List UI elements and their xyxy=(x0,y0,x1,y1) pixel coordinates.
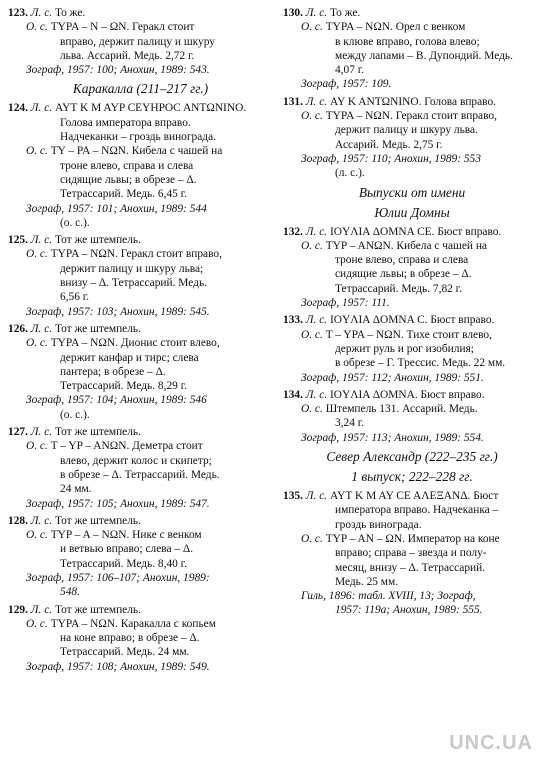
entry-line xyxy=(283,503,541,517)
description-text: (о. с.). xyxy=(60,408,90,421)
description-text: IOYΛIA ΔOMNA CE. Бюст вправо. xyxy=(329,225,502,238)
entry-line xyxy=(8,542,273,556)
entry-line xyxy=(283,253,541,267)
entry-line xyxy=(283,152,541,166)
reverse-label: О. с. xyxy=(301,532,323,545)
description-text: TY – PA – NΩN. Кибела с чашей на xyxy=(50,145,223,158)
description-text: T – YP – ANΩN. Деметра стоит xyxy=(50,440,203,453)
entry-line xyxy=(8,631,273,645)
reference-text: Зограф, 1957: 101; Анохин, 1989: 544 xyxy=(26,202,207,215)
entry-line xyxy=(8,20,273,34)
reference-text: Зограф, 1957: 100; Анохин, 1989: 543. xyxy=(26,64,210,77)
entry-line xyxy=(283,282,541,296)
entry-line xyxy=(283,123,541,137)
description-text: TYPA – NΩN. Орел с венком xyxy=(325,21,466,34)
entry-line xyxy=(8,603,273,617)
description-text: между лапами – В. Дупондий. Медь. xyxy=(335,49,513,62)
entry-line xyxy=(8,497,273,511)
entry-number: 132. xyxy=(283,225,303,238)
description-text: месяц, внизу – Δ. Тетрассарий. xyxy=(335,561,486,574)
entry-line xyxy=(283,35,541,49)
entry-line xyxy=(283,239,541,253)
entry-number: 126. xyxy=(8,322,28,335)
entry-line xyxy=(8,35,273,49)
reference-text: 1957: 119а; Анохин, 1989: 555. xyxy=(335,604,483,617)
entry-line xyxy=(8,276,273,290)
description-text: TYPA – NΩN. Дионис стоит влево, xyxy=(50,337,220,350)
entry-line xyxy=(283,138,541,152)
description-text: льва. Ассарий. Медь. 2,72 г. xyxy=(60,49,195,62)
reverse-label: О. с. xyxy=(26,21,48,34)
entry-line xyxy=(8,216,273,230)
description-text: Голова императора вправо. xyxy=(60,116,191,129)
section-heading: Каракалла (211–217 гг.) xyxy=(72,81,209,97)
entry-line xyxy=(283,356,541,370)
entry-line xyxy=(283,267,541,281)
description-text: 24 мм. xyxy=(60,483,92,496)
description-text: Тетрассарий. Медь. 7,82 г. xyxy=(335,282,462,295)
entry-line xyxy=(283,296,541,310)
description-text: Тот же штемпель. xyxy=(54,603,141,616)
catalog-entry xyxy=(8,6,273,77)
reference-text: Зограф, 1957: 111. xyxy=(301,297,390,310)
entry-line xyxy=(283,388,541,402)
description-text: TYPA – NΩN. Геракл стоит вправо, xyxy=(50,248,222,261)
entry-line xyxy=(8,233,273,247)
description-text: Тетрассарий. Медь. 8,29 г. xyxy=(60,380,187,393)
description-text: пантера; в обрезе – Δ. xyxy=(60,365,166,378)
entry-line xyxy=(8,322,273,336)
entry-line xyxy=(283,63,541,77)
entry-line xyxy=(8,557,273,571)
entry-line xyxy=(283,77,541,91)
entry-line xyxy=(283,603,541,617)
section-heading: Юлии Домны xyxy=(374,204,450,220)
description-text: (л. с.). xyxy=(335,167,365,180)
description-text: держит палицу и шкуру льва; xyxy=(60,262,204,275)
description-text: держит канфар и тирс; слева xyxy=(60,351,199,364)
entry-line xyxy=(8,439,273,453)
entry-line xyxy=(8,379,273,393)
description-text: в обрезе – Г. Трессис. Медь. 22 мм. xyxy=(335,357,506,370)
description-text: троне влево, справа и слева xyxy=(60,159,194,172)
entry-line xyxy=(8,660,273,674)
description-text: внизу – Δ. Тетрассарий. Медь. xyxy=(60,277,207,290)
entry-number: 124. xyxy=(8,102,28,115)
entry-number: 134. xyxy=(283,388,303,401)
reference-text: Гиль, 1896: табл. XVIII, 13; Зограф, xyxy=(301,590,476,603)
entry-line xyxy=(283,371,541,385)
reverse-label: О. с. xyxy=(26,617,48,630)
entry-number: 128. xyxy=(8,514,28,527)
entry-line xyxy=(8,454,273,468)
entry-line xyxy=(283,489,541,503)
description-text: Тот же штемпель. xyxy=(54,514,141,527)
entry-line xyxy=(283,518,541,532)
description-text: держит палицу и шкуру льва. xyxy=(335,124,478,137)
description-text: Медь. 25 мм. xyxy=(335,575,399,588)
description-text: 4,07 г. xyxy=(335,64,365,77)
entry-line xyxy=(8,116,273,130)
entry-line xyxy=(8,49,273,63)
obverse-label: Л. с. xyxy=(30,234,53,247)
reference-text: Зограф, 1957: 105; Анохин, 1989: 547. xyxy=(26,497,210,510)
description-text: То же. xyxy=(329,7,361,19)
description-text: вправо, держит палицу и шкуру xyxy=(60,35,215,48)
entry-line xyxy=(8,571,273,585)
description-text: влево, держит колос и скипетр; xyxy=(60,454,212,467)
left-column xyxy=(8,6,273,677)
description-text: T – YPA – NΩN. Тихе стоит влево, xyxy=(325,328,492,341)
entry-line xyxy=(8,290,273,304)
description-text: Тот же штемпель. xyxy=(54,322,141,335)
reference-text: Зограф, 1957: 112; Анохин, 1989: 551. xyxy=(301,371,484,384)
description-text: TYP – AN – ΩN. Император на коне xyxy=(325,532,500,545)
obverse-label: Л. с. xyxy=(30,102,53,115)
description-text: императора вправо. Надчеканка – xyxy=(335,504,499,517)
catalog-entry xyxy=(283,6,541,92)
reference-text: Зограф, 1957: 106–107; Анохин, 1989: xyxy=(26,571,210,584)
description-text: AYT K M AYP CEYHPOC ANTΩNINO. xyxy=(54,102,247,115)
catalog-entry xyxy=(283,95,541,181)
entry-number: 125. xyxy=(8,234,28,247)
description-text: гроздь винограда. xyxy=(335,518,422,531)
reverse-label: О. с. xyxy=(26,529,48,542)
entry-number: 130. xyxy=(283,7,303,19)
description-text: TYPA – NΩN. Каракалла с копьем xyxy=(50,617,216,630)
description-text: ТYPA – N – ΩN. Геракл стоит xyxy=(50,21,195,34)
description-text: Тот же штемпель. xyxy=(54,426,141,439)
obverse-label: Л. с. xyxy=(305,7,328,19)
catalog-entry xyxy=(8,425,273,511)
entry-line xyxy=(8,262,273,276)
entry-line xyxy=(8,6,273,20)
entry-line xyxy=(8,305,273,319)
entry-line xyxy=(8,187,273,201)
reference-text: Зограф, 1957: 104; Анохин, 1989: 546 xyxy=(26,394,207,407)
entry-line xyxy=(8,645,273,659)
entry-line xyxy=(8,159,273,173)
entry-line xyxy=(8,63,273,77)
entry-line xyxy=(283,49,541,63)
reverse-label: О. с. xyxy=(26,440,48,453)
entry-line xyxy=(8,468,273,482)
entry-number: 123. xyxy=(8,7,28,19)
catalog-entry xyxy=(8,322,273,422)
section-heading: Север Александр (222–235 гг.) xyxy=(326,449,498,465)
entry-line xyxy=(8,393,273,407)
catalog-entry xyxy=(283,225,541,311)
entry-line xyxy=(283,328,541,342)
entry-line xyxy=(8,144,273,158)
reference-text: 548. xyxy=(60,586,80,599)
reverse-label: О. с. xyxy=(301,328,323,341)
right-column xyxy=(283,6,541,621)
description-text: вправо; справа – звезда и полу- xyxy=(335,547,487,560)
description-text: Надчеканки – гроздь винограда. xyxy=(60,131,216,144)
description-text: IOYΛIA ΔOMNA. Бюст вправо. xyxy=(329,388,485,401)
reverse-label: О. с. xyxy=(26,248,48,261)
obverse-label: Л. с. xyxy=(305,95,328,108)
description-text: Ассарий. Медь. 2,75 г. xyxy=(335,138,443,151)
obverse-label: Л. с. xyxy=(305,314,328,327)
description-text: в клюве вправо, голова влево; xyxy=(335,35,480,48)
reverse-label: О. с. xyxy=(26,337,48,350)
entry-line xyxy=(8,482,273,496)
catalog-entry xyxy=(283,489,541,618)
obverse-label: Л. с. xyxy=(30,322,53,335)
description-text: Тетрассарий. Медь. 6,45 г. xyxy=(60,188,187,201)
reference-text: Зограф, 1957: 110; Анохин, 1989: 553 xyxy=(301,152,481,165)
reverse-label: О. с. xyxy=(26,145,48,158)
catalog-entry xyxy=(8,101,273,230)
obverse-label: Л. с. xyxy=(30,514,53,527)
description-text: 6,56 г. xyxy=(60,291,90,304)
catalog-entry xyxy=(8,233,273,319)
description-text: TYPA – NΩN. Геракл стоит вправо, xyxy=(325,110,497,123)
entry-line xyxy=(283,225,541,239)
entry-line xyxy=(8,202,273,216)
entry-line xyxy=(8,514,273,528)
description-text: Тетрассарий. Медь. 8,40 г. xyxy=(60,557,187,570)
watermark: UNC.UA xyxy=(449,732,533,754)
description-text: (о. с.). xyxy=(60,216,90,229)
entry-number: 131. xyxy=(283,95,303,108)
entry-line xyxy=(8,351,273,365)
reverse-label: О. с. xyxy=(301,21,323,34)
obverse-label: Л. с. xyxy=(30,426,53,439)
entry-line xyxy=(283,561,541,575)
description-text: троне влево, справа и слева xyxy=(335,254,469,267)
catalog-entry xyxy=(8,514,273,600)
catalog-entry xyxy=(283,313,541,384)
description-text: AY K ANTΩNINO. Голова вправо. xyxy=(329,95,497,108)
entry-number: 135. xyxy=(283,490,303,503)
description-text: сидящие львы; в обрезе – Δ. xyxy=(335,268,472,281)
entry-line xyxy=(8,247,273,261)
obverse-label: Л. с. xyxy=(305,225,328,238)
section-heading: 1 выпуск; 222–228 гг. xyxy=(351,469,473,485)
obverse-label: Л. с. xyxy=(30,7,53,19)
entry-line xyxy=(8,617,273,631)
description-text: Штемпель 131. Ассарий. Медь. xyxy=(325,403,478,416)
description-text: Тетрассарий. Медь. 24 мм. xyxy=(60,646,190,659)
entry-line xyxy=(8,528,273,542)
entry-line xyxy=(8,425,273,439)
entry-line xyxy=(283,546,541,560)
description-text: AYT K M AY CE AΛEΞANΔ. Бюст xyxy=(329,490,499,503)
entry-line xyxy=(283,342,541,356)
catalog-entry xyxy=(8,603,273,674)
description-text: и ветвью вправо; слева – Δ. xyxy=(60,543,194,556)
reverse-label: О. с. xyxy=(301,110,323,123)
obverse-label: Л. с. xyxy=(30,603,53,616)
reference-text: Зограф, 1957: 109. xyxy=(301,78,392,91)
entry-line xyxy=(8,130,273,144)
entry-line xyxy=(283,166,541,180)
entry-line xyxy=(283,313,541,327)
entry-line xyxy=(283,589,541,603)
description-text: TYP – ANΩN. Кибела с чашей на xyxy=(325,239,487,252)
description-text: TYP – A – NΩN. Нике с венком xyxy=(50,529,202,542)
entry-line xyxy=(283,109,541,123)
reference-text: Зограф, 1957: 108; Анохин, 1989: 549. xyxy=(26,660,210,673)
entry-line xyxy=(283,95,541,109)
entry-line xyxy=(283,575,541,589)
section-heading: Выпуски от имени xyxy=(358,184,466,200)
entry-line xyxy=(283,20,541,34)
description-text: 3,24 г. xyxy=(335,417,365,430)
entry-line xyxy=(8,585,273,599)
obverse-label: Л. с. xyxy=(305,388,328,401)
description-text: Тот же штемпель. xyxy=(54,234,141,247)
entry-number: 127. xyxy=(8,426,28,439)
description-text: на коне вправо; в обрезе – Δ. xyxy=(60,632,200,645)
entry-line xyxy=(283,6,541,20)
entry-line xyxy=(283,416,541,430)
reverse-label: О. с. xyxy=(301,403,323,416)
entry-line xyxy=(283,431,541,445)
entry-number: 133. xyxy=(283,314,303,327)
entry-line xyxy=(8,408,273,422)
entry-line xyxy=(8,336,273,350)
reference-text: Зограф, 1957: 103; Анохин, 1989: 545. xyxy=(26,305,210,318)
reverse-label: О. с. xyxy=(301,239,323,252)
description-text: сидящие львы; в обрезе – Δ. xyxy=(60,173,197,186)
entry-line xyxy=(8,101,273,115)
description-text: IOYΛIA ΔOMNA C. Бюст вправо. xyxy=(329,314,495,327)
entry-number: 129. xyxy=(8,603,28,616)
entry-line xyxy=(8,365,273,379)
entry-line xyxy=(283,532,541,546)
obverse-label: Л. с. xyxy=(305,490,328,503)
description-text: держит руль и рог изобилия; xyxy=(335,342,474,355)
catalog-entry xyxy=(283,388,541,445)
entry-line xyxy=(283,402,541,416)
description-text: То же. xyxy=(54,7,86,19)
description-text: в обрезе – Δ. Тетрассарий. Медь. xyxy=(60,468,220,481)
reference-text: Зограф, 1957: 113; Анохин, 1989: 554. xyxy=(301,431,484,444)
entry-line xyxy=(8,173,273,187)
